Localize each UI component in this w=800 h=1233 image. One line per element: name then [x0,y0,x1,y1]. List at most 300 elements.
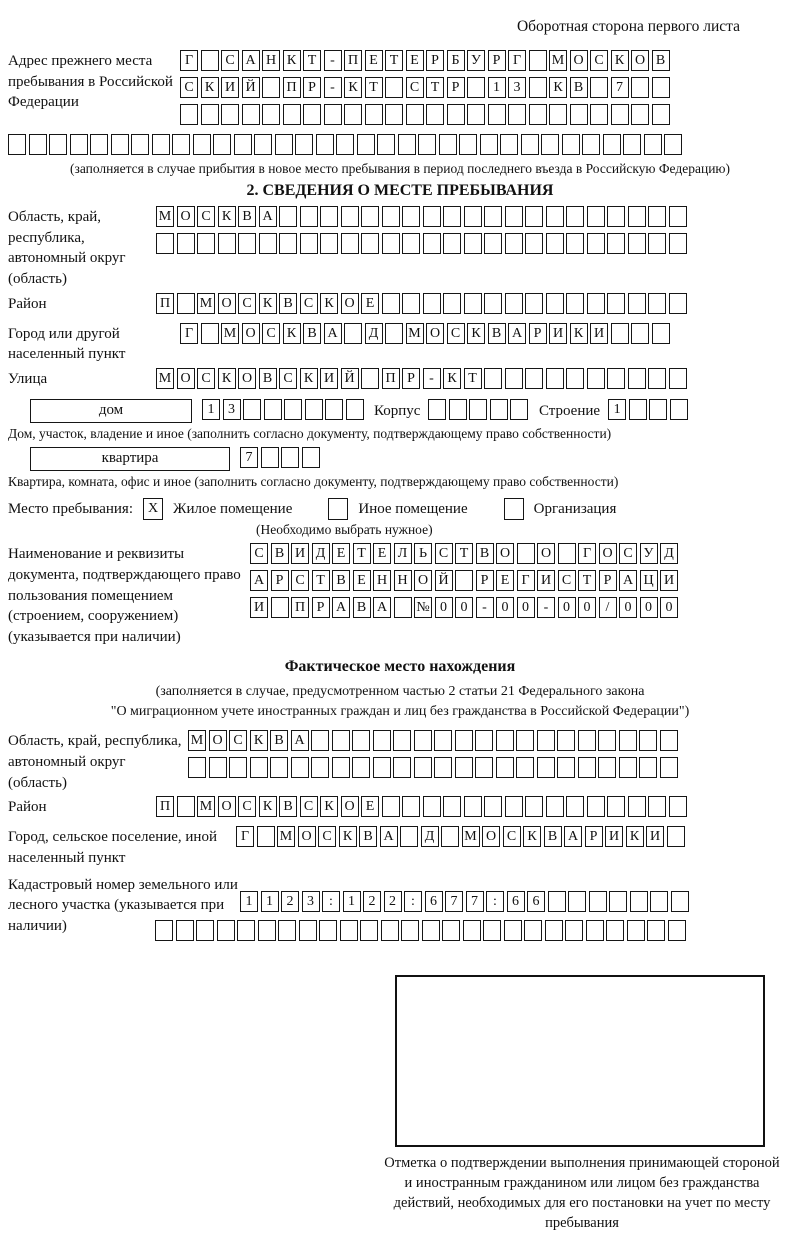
char-box[interactable] [361,206,379,227]
char-box[interactable]: В [238,206,256,227]
char-box[interactable]: Н [373,570,391,591]
char-box[interactable] [484,368,502,389]
char-box[interactable] [537,730,555,751]
char-box[interactable]: О [218,293,236,314]
char-box[interactable] [209,757,227,778]
char-box[interactable] [402,206,420,227]
char-box[interactable]: М [188,730,206,751]
char-box[interactable] [382,233,400,254]
char-box[interactable] [546,368,564,389]
char-box[interactable] [598,757,616,778]
char-box[interactable]: С [503,826,521,847]
char-box[interactable]: Т [312,570,330,591]
char-box[interactable] [443,206,461,227]
char-box[interactable] [505,368,523,389]
char-box[interactable]: 0 [435,597,453,618]
char-box[interactable] [611,104,629,125]
char-box[interactable] [589,891,607,912]
char-box[interactable] [422,920,440,941]
char-box[interactable]: И [590,323,608,344]
char-box[interactable]: 0 [517,597,535,618]
char-box[interactable]: К [300,368,318,389]
char-box[interactable] [8,134,26,155]
char-box[interactable] [238,233,256,254]
char-box[interactable] [628,233,646,254]
char-box[interactable]: И [221,77,239,98]
char-box[interactable]: У [640,543,658,564]
char-box[interactable] [443,796,461,817]
char-box[interactable] [607,206,625,227]
char-box[interactable] [382,796,400,817]
char-box[interactable] [90,134,108,155]
char-box[interactable]: В [270,730,288,751]
char-box[interactable]: Р [476,570,494,591]
char-box[interactable] [385,77,403,98]
char-box[interactable] [271,597,289,618]
char-box[interactable] [177,233,195,254]
char-box[interactable] [385,323,403,344]
char-box[interactable]: / [599,597,617,618]
char-box[interactable] [587,206,605,227]
char-box[interactable]: В [303,323,321,344]
char-box[interactable] [467,77,485,98]
char-box[interactable]: Т [426,77,444,98]
checkbox-other-premises[interactable] [328,498,348,520]
char-box[interactable]: 0 [455,597,473,618]
char-box[interactable] [332,730,350,751]
char-box[interactable] [508,104,526,125]
char-box[interactable] [441,826,459,847]
char-box[interactable] [475,730,493,751]
char-box[interactable]: М [156,206,174,227]
char-box[interactable] [279,233,297,254]
char-box[interactable]: М [221,323,239,344]
char-box[interactable] [254,134,272,155]
char-box[interactable] [172,134,190,155]
char-box[interactable] [464,796,482,817]
char-box[interactable]: А [508,323,526,344]
char-box[interactable] [660,730,678,751]
char-box[interactable]: П [344,50,362,71]
char-box[interactable] [283,104,301,125]
char-box[interactable] [270,757,288,778]
char-box[interactable]: И [320,368,338,389]
char-box[interactable]: О [341,293,359,314]
char-box[interactable]: Р [402,368,420,389]
char-box[interactable] [373,757,391,778]
char-box[interactable] [373,730,391,751]
char-box[interactable]: Р [303,77,321,98]
char-box[interactable]: Г [236,826,254,847]
char-box[interactable] [631,104,649,125]
char-box[interactable]: С [406,77,424,98]
char-box[interactable] [603,134,621,155]
char-box[interactable]: Г [508,50,526,71]
char-box[interactable]: : [486,891,504,912]
char-box[interactable]: Й [341,368,359,389]
char-box[interactable]: И [605,826,623,847]
char-box[interactable] [393,730,411,751]
char-box[interactable] [669,233,687,254]
char-box[interactable]: К [201,77,219,98]
char-box[interactable] [341,206,359,227]
char-box[interactable]: : [322,891,340,912]
char-box[interactable]: С [262,323,280,344]
char-box[interactable] [414,757,432,778]
char-box[interactable] [505,293,523,314]
char-box[interactable]: Т [385,50,403,71]
char-box[interactable]: 1 [240,891,258,912]
char-box[interactable]: И [537,570,555,591]
char-box[interactable]: И [646,826,664,847]
char-box[interactable]: К [250,730,268,751]
char-box[interactable] [549,104,567,125]
char-box[interactable] [670,399,688,420]
char-box[interactable]: О [537,543,555,564]
char-box[interactable] [568,891,586,912]
char-box[interactable] [213,134,231,155]
char-box[interactable] [607,796,625,817]
char-box[interactable] [303,104,321,125]
char-box[interactable] [279,206,297,227]
char-box[interactable] [669,796,687,817]
char-box[interactable] [193,134,211,155]
char-box[interactable] [428,399,446,420]
char-box[interactable] [291,757,309,778]
checkbox-residential[interactable]: X [143,498,163,520]
char-box[interactable]: П [156,796,174,817]
char-box[interactable]: 6 [527,891,545,912]
char-box[interactable]: А [324,323,342,344]
char-box[interactable] [311,757,329,778]
char-box[interactable] [627,920,645,941]
char-box[interactable] [529,104,547,125]
char-box[interactable]: 2 [363,891,381,912]
char-box[interactable]: И [250,597,268,618]
char-box[interactable] [505,233,523,254]
char-box[interactable] [628,293,646,314]
char-box[interactable] [264,399,282,420]
char-box[interactable]: 3 [508,77,526,98]
char-box[interactable] [275,134,293,155]
char-box[interactable] [299,920,317,941]
char-box[interactable]: В [332,570,350,591]
char-box[interactable]: О [414,570,432,591]
char-box[interactable] [188,757,206,778]
char-box[interactable] [29,134,47,155]
char-box[interactable]: - [324,77,342,98]
char-box[interactable]: Н [262,50,280,71]
char-box[interactable] [566,206,584,227]
char-box[interactable]: С [238,293,256,314]
char-box[interactable] [631,77,649,98]
char-box[interactable]: 1 [261,891,279,912]
char-box[interactable] [332,757,350,778]
char-box[interactable]: О [177,368,195,389]
char-box[interactable]: К [467,323,485,344]
char-box[interactable] [325,399,343,420]
char-box[interactable] [644,134,662,155]
char-box[interactable]: С [180,77,198,98]
char-box[interactable] [352,730,370,751]
char-box[interactable] [155,920,173,941]
char-box[interactable] [587,293,605,314]
char-box[interactable] [357,134,375,155]
char-box[interactable]: П [156,293,174,314]
char-box[interactable] [423,796,441,817]
char-box[interactable] [242,104,260,125]
char-box[interactable]: 0 [660,597,678,618]
char-box[interactable]: Е [496,570,514,591]
char-box[interactable] [400,826,418,847]
char-box[interactable] [439,134,457,155]
char-box[interactable]: К [611,50,629,71]
char-box[interactable]: - [537,597,555,618]
char-box[interactable]: С [318,826,336,847]
char-box[interactable] [578,757,596,778]
checkbox-organization[interactable] [504,498,524,520]
char-box[interactable] [668,920,686,941]
char-box[interactable]: И [660,570,678,591]
char-box[interactable] [629,399,647,420]
char-box[interactable] [311,730,329,751]
char-box[interactable] [578,730,596,751]
char-box[interactable] [516,757,534,778]
char-box[interactable] [300,233,318,254]
char-box[interactable]: Т [464,368,482,389]
char-box[interactable] [258,920,276,941]
char-box[interactable]: А [380,826,398,847]
char-box[interactable] [525,368,543,389]
char-box[interactable]: К [259,796,277,817]
char-box[interactable] [401,920,419,941]
char-box[interactable]: Г [180,323,198,344]
char-box[interactable] [525,796,543,817]
char-box[interactable] [648,796,666,817]
char-box[interactable] [639,757,657,778]
char-box[interactable]: М [156,368,174,389]
char-box[interactable]: 6 [425,891,443,912]
char-box[interactable]: В [488,323,506,344]
char-box[interactable] [434,757,452,778]
char-box[interactable] [524,920,542,941]
char-box[interactable] [467,104,485,125]
char-box[interactable] [131,134,149,155]
char-box[interactable]: 7 [466,891,484,912]
char-box[interactable]: К [218,206,236,227]
char-box[interactable]: В [353,597,371,618]
char-box[interactable] [281,447,299,468]
char-box[interactable]: К [549,77,567,98]
char-box[interactable]: К [283,50,301,71]
char-box[interactable]: Г [180,50,198,71]
char-box[interactable]: Е [365,50,383,71]
char-box[interactable] [406,104,424,125]
char-box[interactable]: Р [529,323,547,344]
char-box[interactable]: С [250,543,268,564]
char-box[interactable] [218,233,236,254]
char-box[interactable]: О [631,50,649,71]
char-box[interactable] [525,233,543,254]
char-box[interactable] [649,399,667,420]
char-box[interactable] [365,104,383,125]
char-box[interactable] [565,920,583,941]
char-box[interactable] [607,368,625,389]
char-box[interactable] [300,206,318,227]
char-box[interactable] [177,796,195,817]
char-box[interactable] [394,597,412,618]
char-box[interactable] [111,134,129,155]
char-box[interactable] [361,368,379,389]
char-box[interactable] [582,134,600,155]
char-box[interactable]: О [482,826,500,847]
char-box[interactable] [611,323,629,344]
char-box[interactable] [464,233,482,254]
char-box[interactable] [607,293,625,314]
char-box[interactable]: К [570,323,588,344]
char-box[interactable] [590,104,608,125]
char-box[interactable]: С [279,368,297,389]
char-box[interactable] [361,233,379,254]
char-box[interactable] [319,920,337,941]
char-box[interactable]: Д [365,323,383,344]
char-box[interactable]: А [619,570,637,591]
char-box[interactable] [517,543,535,564]
char-box[interactable] [455,757,473,778]
char-box[interactable] [639,730,657,751]
char-box[interactable]: 7 [445,891,463,912]
char-box[interactable]: М [462,826,480,847]
char-box[interactable] [587,368,605,389]
char-box[interactable] [484,206,502,227]
char-box[interactable] [398,134,416,155]
char-box[interactable] [196,920,214,941]
char-box[interactable] [669,206,687,227]
char-box[interactable]: Ц [640,570,658,591]
char-box[interactable]: Т [578,570,596,591]
char-box[interactable] [609,891,627,912]
char-box[interactable] [221,104,239,125]
char-box[interactable] [469,399,487,420]
char-box[interactable] [669,368,687,389]
char-box[interactable]: В [570,77,588,98]
char-box[interactable] [630,891,648,912]
char-box[interactable]: О [238,368,256,389]
char-box[interactable] [504,920,522,941]
char-box[interactable] [488,104,506,125]
char-box[interactable]: В [652,50,670,71]
char-box[interactable]: В [279,293,297,314]
char-box[interactable]: Е [373,543,391,564]
char-box[interactable]: Й [242,77,260,98]
char-box[interactable]: С [229,730,247,751]
char-box[interactable] [475,757,493,778]
char-box[interactable]: Й [435,570,453,591]
char-box[interactable] [341,233,359,254]
char-box[interactable]: С [619,543,637,564]
char-box[interactable]: С [291,570,309,591]
char-box[interactable] [490,399,508,420]
char-box[interactable]: Т [455,543,473,564]
char-box[interactable]: О [341,796,359,817]
char-box[interactable]: С [197,368,215,389]
char-box[interactable] [587,233,605,254]
char-box[interactable] [381,920,399,941]
char-box[interactable] [324,104,342,125]
char-box[interactable]: Л [394,543,412,564]
char-box[interactable]: М [197,293,215,314]
char-box[interactable] [546,233,564,254]
char-box[interactable] [382,206,400,227]
char-box[interactable] [496,757,514,778]
char-box[interactable]: Д [312,543,330,564]
char-box[interactable]: 3 [223,399,241,420]
char-box[interactable]: О [426,323,444,344]
char-box[interactable] [385,104,403,125]
char-box[interactable]: Е [361,796,379,817]
char-box[interactable]: М [277,826,295,847]
char-box[interactable] [516,730,534,751]
char-box[interactable]: 1 [343,891,361,912]
char-box[interactable]: Р [488,50,506,71]
char-box[interactable] [229,757,247,778]
char-box[interactable] [648,206,666,227]
char-box[interactable]: А [242,50,260,71]
char-box[interactable] [360,920,378,941]
char-box[interactable]: С [435,543,453,564]
char-box[interactable] [152,134,170,155]
char-box[interactable] [442,920,460,941]
char-box[interactable] [402,233,420,254]
char-box[interactable] [669,293,687,314]
char-box[interactable]: 3 [302,891,320,912]
char-box[interactable]: О [242,323,260,344]
char-box[interactable] [521,134,539,155]
char-box[interactable] [237,920,255,941]
char-box[interactable] [546,206,564,227]
char-box[interactable] [336,134,354,155]
char-box[interactable]: 0 [578,597,596,618]
char-box[interactable] [257,826,275,847]
char-box[interactable] [316,134,334,155]
char-box[interactable] [483,920,501,941]
char-box[interactable] [201,50,219,71]
char-box[interactable]: 1 [202,399,220,420]
char-box[interactable] [344,323,362,344]
char-box[interactable]: Н [394,570,412,591]
char-box[interactable]: 7 [611,77,629,98]
char-box[interactable] [484,796,502,817]
char-box[interactable] [262,104,280,125]
char-box[interactable] [201,104,219,125]
char-box[interactable] [647,920,665,941]
char-box[interactable]: Р [585,826,603,847]
char-box[interactable] [652,77,670,98]
char-box[interactable]: А [291,730,309,751]
char-box[interactable]: О [496,543,514,564]
char-box[interactable] [320,206,338,227]
char-box[interactable]: К [344,77,362,98]
char-box[interactable] [590,77,608,98]
char-box[interactable]: В [359,826,377,847]
char-box[interactable] [259,233,277,254]
char-box[interactable] [217,920,235,941]
char-box[interactable]: И [549,323,567,344]
char-box[interactable]: К [259,293,277,314]
char-box[interactable]: 0 [640,597,658,618]
char-box[interactable]: В [271,543,289,564]
char-box[interactable] [606,920,624,941]
